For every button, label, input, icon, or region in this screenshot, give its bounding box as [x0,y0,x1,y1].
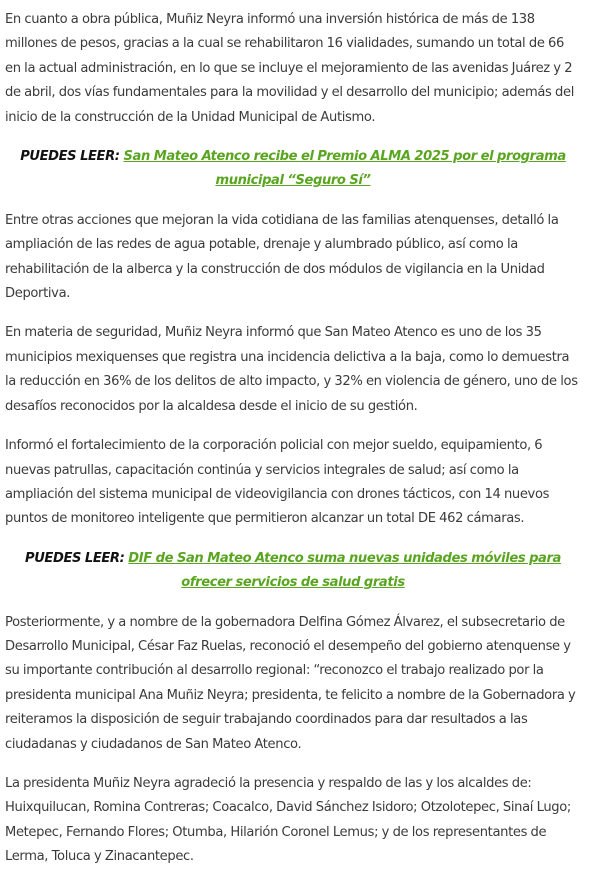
paragraph-corporacion-policial: Informó el fortalecimiento de la corporación policial con mejor sueldo, equipamiento, 6 nuevas patrullas, capacitación continúa y servicios integrales de salud; así como la ampliación del sistema municipal de videovigilancia con drones tácticos, con 14 nuevos puntos de monitoreo inteligente que permitieron alcanzar un total DE 462 cámaras. [5,438,550,527]
read-more-label: PUEDES LEER: [25,550,125,566]
paragraph-acciones: Entre otras acciones que mejoran la vida cotidiana de las familias atenquenses, detalló la ampliación de las redes de agua potable, drenaje y alumbrado público, así como la rehabilitación de la alberca y la construcción de dos módulos de vigilancia en la Unidad Deportiva. [5,212,559,302]
read-more-label: PUEDES LEER: [20,149,120,165]
read-more-block-1 [5,145,581,194]
paragraph-obra-publica: En cuanto a obra pública, Muñiz Neyra informó una inversión histórica de más de 138 millones de pesos, gracias a la cual se rehabilitaron 16 vialidades, sumando un total de 66 en la actual administración, en lo que se incluye el mejoramiento de las avenidas Juárez y 2 de abril, dos vías fundamentales para la movilidad y el desarrollo del municipio; además del inicio de la construcción de la Unidad Municipal de Autismo. [5,12,574,125]
paragraph-agradecimiento: La presidenta Muñiz Neyra agradeció la presencia y respaldo de las y los alcaldes de: Huixquilucan, Romina Contreras; Coacalco, David Sánchez Isidoro; Otzolotepec, Sinaí Lugo; Metepec, Fernando Flores; Otumba, Hilarión Coronel Lemus; y de los representantes de Lerma, Toluca y Zinacantepec. [5,775,571,865]
read-more-block-2 [5,547,581,596]
read-more-link-dif-unidades-moviles[interactable]: DIF de San Mateo Atenco suma nuevas unidades móviles para ofrecer servicios de salud gratis [128,550,561,591]
read-more-link-premio-alma[interactable]: San Mateo Atenco recibe el Premio ALMA 2025 por el programa municipal “Seguro Sí” [123,149,566,189]
paragraph-seguridad: En materia de seguridad, Muñiz Neyra informó que San Mateo Atenco es uno de los 35 municipios mexiquenses que registra una incidencia delictiva a la baja, como lo demuestra la reducción en 36% de los delitos de alto impacto, y 32% en violencia de género, uno de los desafíos reconocidos por la alcaldesa desde el inicio de su gestión. [5,325,578,414]
paragraph-subsecretario: Posteriormente, y a nombre de la gobernadora Delfina Gómez Álvarez, el subsecretario de Desarrollo Municipal, César Faz Ruelas, reconoció el desempeño del gobierno atenquense y su importante contribución al desarrollo regional: “reconozco el trabajo realizado por la presidenta municipal Ana Muñiz Neyra; presidenta, te felicito a nombre de la Gobernadora y reiteramos la disposición de seguir trabajando coordinados para dar resultados a las ciudadanas y ciudadanos de San Mateo Atenco. [5,614,576,752]
